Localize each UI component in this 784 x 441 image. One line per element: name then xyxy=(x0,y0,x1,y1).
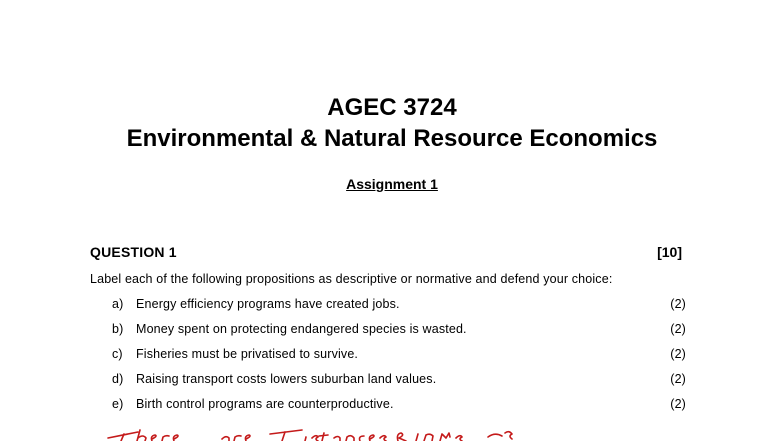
item-marks: (2) xyxy=(670,297,686,311)
course-code: AGEC 3724 xyxy=(327,94,457,121)
item-letter: c) xyxy=(112,347,123,361)
item-letter: d) xyxy=(112,372,124,386)
item-letter: a) xyxy=(112,297,124,311)
item-marks: (2) xyxy=(670,372,686,386)
item-marks: (2) xyxy=(670,397,686,411)
question-marks: [10] xyxy=(657,244,682,260)
list-item xyxy=(0,345,784,363)
item-text: Energy efficiency programs have created jobs. xyxy=(136,297,400,311)
list-item xyxy=(0,395,784,413)
list-item xyxy=(0,370,784,388)
item-marks: (2) xyxy=(670,322,686,336)
question-heading: QUESTION 1 xyxy=(90,244,177,260)
assignment-title: Assignment 1 xyxy=(346,176,438,192)
item-text: Birth control programs are counterproductive. xyxy=(136,397,394,411)
item-letter: b) xyxy=(112,322,124,336)
handwritten-annotation xyxy=(0,420,784,441)
item-text: Money spent on protecting endangered species is wasted. xyxy=(136,322,467,336)
item-marks: (2) xyxy=(670,347,686,361)
list-item xyxy=(0,295,784,313)
list-item xyxy=(0,320,784,338)
course-name: Environmental & Natural Resource Economics xyxy=(126,125,658,152)
item-text: Raising transport costs lowers suburban land values. xyxy=(136,372,437,386)
question-instruction: Label each of the following propositions as descriptive or normative and defend your choice: xyxy=(90,272,613,286)
item-text: Fisheries must be privatised to survive. xyxy=(136,347,359,361)
item-letter: e) xyxy=(112,397,124,411)
